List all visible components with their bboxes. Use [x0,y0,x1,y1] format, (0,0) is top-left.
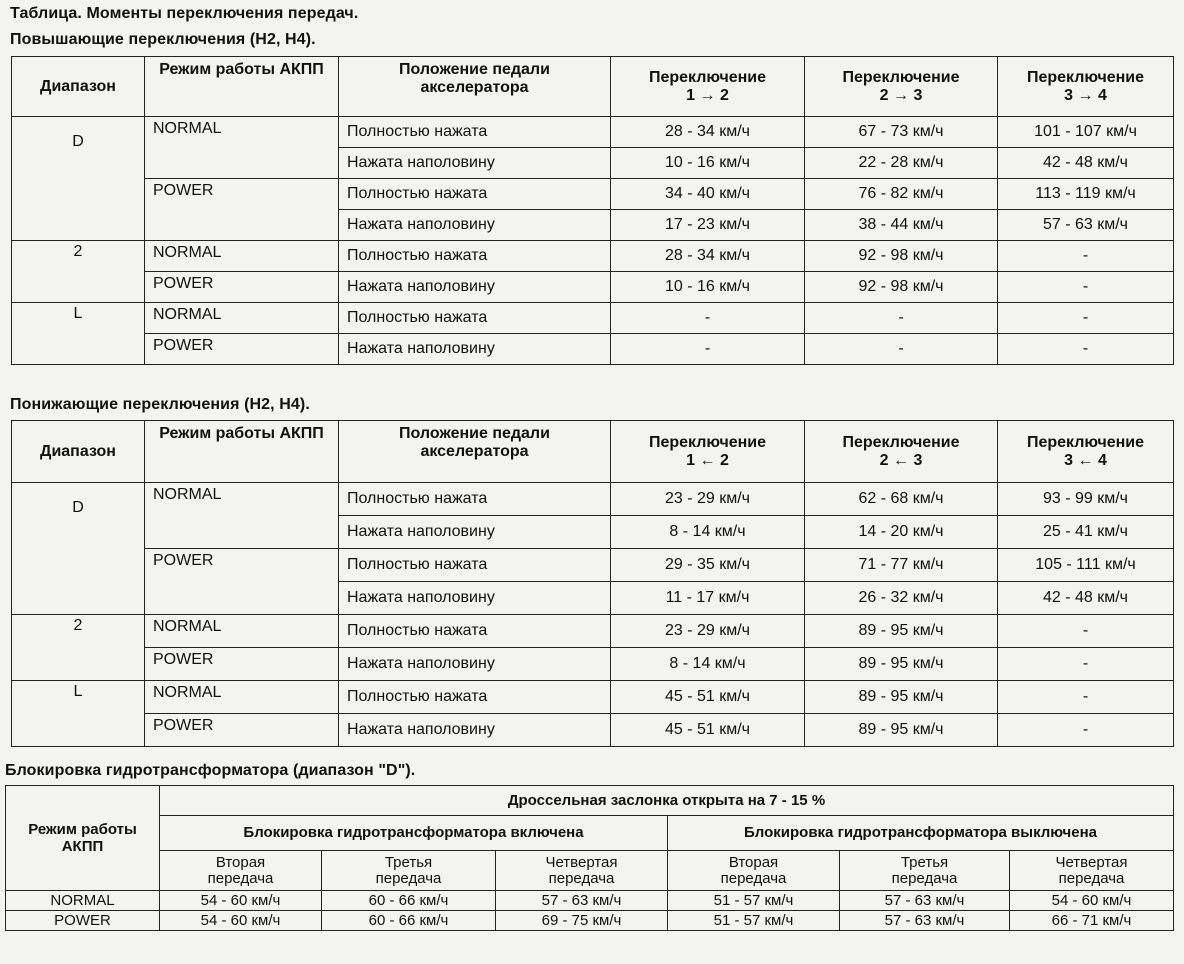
pedal-cell: Полностью нажата [339,681,611,714]
table-header-row [6,816,1174,851]
mode-cell: POWER [145,272,339,303]
table-row [12,334,1174,365]
value-cell: 57 - 63 км/ч [840,911,1010,931]
header-range: Диапазон [12,57,145,117]
mode-cell: POWER [145,648,339,681]
mode-cell: NORMAL [145,615,339,648]
value-cell: 8 - 14 км/ч [611,648,805,681]
value-cell: - [998,272,1174,303]
pedal-cell: Нажата наполовину [339,582,611,615]
value-cell: - [998,648,1174,681]
mode-cell: NORMAL [145,483,339,549]
table-row [12,303,1174,334]
pedal-cell: Полностью нажата [339,241,611,272]
value-cell: - [611,303,805,334]
range-cell: L [12,303,145,365]
table-row [12,615,1174,648]
value-cell: 60 - 66 км/ч [322,891,496,911]
mode-cell: POWER [145,714,339,747]
table-header-row [6,851,1174,891]
value-cell: 71 - 77 км/ч [805,549,998,582]
table-header-row [12,421,1174,483]
value-cell: 54 - 60 км/ч [160,891,322,911]
value-cell: 57 - 63 км/ч [840,891,1010,911]
value-cell: 17 - 23 км/ч [611,210,805,241]
header-mode: Режим работы АКПП [145,421,339,483]
pedal-cell: Нажата наполовину [339,148,611,179]
value-cell: 10 - 16 км/ч [611,148,805,179]
value-cell: 22 - 28 км/ч [805,148,998,179]
range-cell: L [12,681,145,747]
pedal-cell: Полностью нажата [339,615,611,648]
value-cell: 8 - 14 км/ч [611,516,805,549]
table-row [12,272,1174,303]
value-cell: 45 - 51 км/ч [611,714,805,747]
pedal-cell: Нажата наполовину [339,714,611,747]
upshift-table [11,56,1174,365]
value-cell: 69 - 75 км/ч [496,911,668,931]
pedal-cell: Полностью нажата [339,303,611,334]
value-cell: 101 - 107 км/ч [998,117,1174,148]
header-shift-1-2: Переключение 1 ← 2 [611,421,805,483]
value-cell: 67 - 73 км/ч [805,117,998,148]
pedal-cell: Нажата наполовину [339,272,611,303]
value-cell: 25 - 41 км/ч [998,516,1174,549]
downshift-heading: Понижающие переключения (H2, H4). [10,396,310,413]
header-lockup-off: Блокировка гидротрансформатора выключена [668,816,1174,851]
table-row [6,911,1174,931]
value-cell: 60 - 66 км/ч [322,911,496,931]
downshift-table [11,420,1174,747]
table-row [12,117,1174,148]
table-row [6,891,1174,911]
range-cell: 2 [12,615,145,681]
pedal-cell: Нажата наполовину [339,334,611,365]
value-cell: 66 - 71 км/ч [1010,911,1174,931]
table-row [12,483,1174,516]
value-cell: - [805,303,998,334]
value-cell: 89 - 95 км/ч [805,648,998,681]
header-gear: Третья передача [840,851,1010,891]
value-cell: 11 - 17 км/ч [611,582,805,615]
header-shift-1-2: Переключение 1 → 2 [611,57,805,117]
mode-cell: NORMAL [145,241,339,272]
pedal-cell: Полностью нажата [339,179,611,210]
value-cell: 89 - 95 км/ч [805,714,998,747]
pedal-cell: Полностью нажата [339,483,611,516]
value-cell: 38 - 44 км/ч [805,210,998,241]
value-cell: 89 - 95 км/ч [805,615,998,648]
mode-cell: NORMAL [145,303,339,334]
header-lockup-on: Блокировка гидротрансформатора включена [160,816,668,851]
table-row [12,648,1174,681]
value-cell: - [998,334,1174,365]
header-pedal: Положение педали акселератора [339,421,611,483]
pedal-cell: Нажата наполовину [339,210,611,241]
range-cell: D [12,117,145,241]
pedal-cell: Нажата наполовину [339,516,611,549]
table-row [12,681,1174,714]
header-shift-2-3: Переключение 2 → 3 [805,57,998,117]
value-cell: 54 - 60 км/ч [160,911,322,931]
header-shift-3-4: Переключение 3 ← 4 [998,421,1174,483]
header-gear: Четвертая передача [496,851,668,891]
mode-cell: POWER [145,549,339,615]
header-gear: Вторая передача [668,851,840,891]
header-throttle: Дроссельная заслонка открыта на 7 - 15 % [160,786,1174,816]
value-cell: 93 - 99 км/ч [998,483,1174,516]
table-header-row [12,57,1174,117]
header-pedal: Положение педали акселератора [339,57,611,117]
mode-cell: NORMAL [6,891,160,911]
mode-cell: POWER [6,911,160,931]
value-cell: 51 - 57 км/ч [668,911,840,931]
value-cell: 105 - 111 км/ч [998,549,1174,582]
value-cell: - [998,681,1174,714]
mode-cell: POWER [145,179,339,241]
value-cell: 45 - 51 км/ч [611,681,805,714]
value-cell: 57 - 63 км/ч [496,891,668,911]
value-cell: 14 - 20 км/ч [805,516,998,549]
value-cell: 29 - 35 км/ч [611,549,805,582]
range-cell: D [12,483,145,615]
header-shift-2-3: Переключение 2 ← 3 [805,421,998,483]
range-cell: 2 [12,241,145,303]
value-cell: - [998,615,1174,648]
value-cell: 57 - 63 км/ч [998,210,1174,241]
pedal-cell: Полностью нажата [339,117,611,148]
table-row [12,241,1174,272]
table-row [12,714,1174,747]
header-gear: Третья передача [322,851,496,891]
lockup-heading: Блокировка гидротрансформатора (диапазон "D"). [5,762,416,779]
value-cell: 28 - 34 км/ч [611,241,805,272]
mode-cell: NORMAL [145,681,339,714]
table-row [12,179,1174,210]
value-cell: 76 - 82 км/ч [805,179,998,210]
value-cell: 23 - 29 км/ч [611,483,805,516]
page-title: Таблица. Моменты переключения передач. [10,5,359,22]
mode-cell: POWER [145,334,339,365]
value-cell: - [998,714,1174,747]
value-cell: 10 - 16 км/ч [611,272,805,303]
table-header-row [6,786,1174,816]
value-cell: - [998,303,1174,334]
value-cell: 34 - 40 км/ч [611,179,805,210]
lockup-table [5,785,1174,931]
header-range: Диапазон [12,421,145,483]
value-cell: - [805,334,998,365]
value-cell: 42 - 48 км/ч [998,582,1174,615]
value-cell: 51 - 57 км/ч [668,891,840,911]
value-cell: 113 - 119 км/ч [998,179,1174,210]
value-cell: 54 - 60 км/ч [1010,891,1174,911]
header-shift-3-4: Переключение 3 → 4 [998,57,1174,117]
value-cell: - [611,334,805,365]
mode-cell: NORMAL [145,117,339,179]
value-cell: 23 - 29 км/ч [611,615,805,648]
value-cell: 92 - 98 км/ч [805,272,998,303]
header-gear: Четвертая передача [1010,851,1174,891]
value-cell: 89 - 95 км/ч [805,681,998,714]
value-cell: - [998,241,1174,272]
pedal-cell: Нажата наполовину [339,648,611,681]
pedal-cell: Полностью нажата [339,549,611,582]
table-row [12,549,1174,582]
header-gear: Вторая передача [160,851,322,891]
value-cell: 92 - 98 км/ч [805,241,998,272]
value-cell: 28 - 34 км/ч [611,117,805,148]
header-mode: Режим работы АКПП [145,57,339,117]
header-mode: Режим работы АКПП [6,786,160,891]
upshift-heading: Повышающие переключения (H2, H4). [10,31,316,48]
value-cell: 42 - 48 км/ч [998,148,1174,179]
value-cell: 62 - 68 км/ч [805,483,998,516]
value-cell: 26 - 32 км/ч [805,582,998,615]
